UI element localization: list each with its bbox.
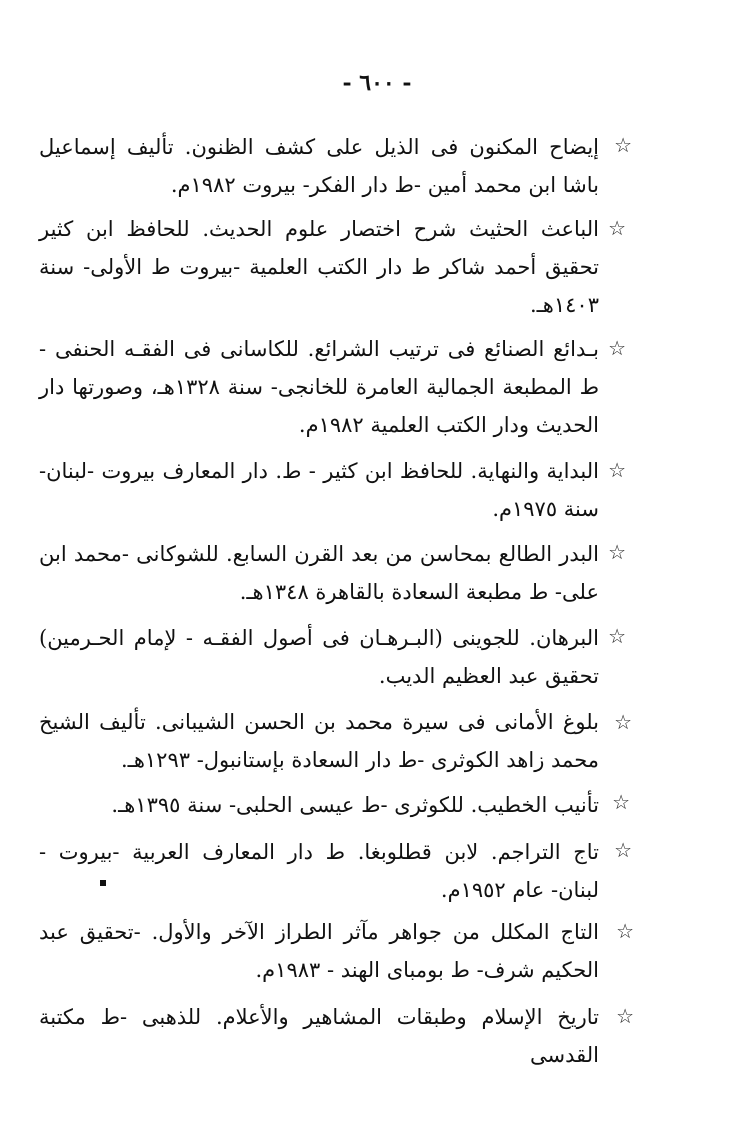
bibliography-entry: البداية والنهاية. للحافظ ابن كثير - ط. دار المعارف بيروت -لبنان- سنة ١٩٧٥م. xyxy=(39,459,599,521)
star-bullet-icon: ☆ xyxy=(614,133,632,157)
bibliography-entry: بلوغ الأمانى فى سيرة محمد بن الحسن الشيبانى. تأليف الشيخ محمد زاهد الكوثرى -ط دار السعادة بإستانبول- ١٢٩٣هـ. xyxy=(39,710,599,772)
bibliography-entry: البرهان. للجوينى (البـرهـان فى أصول الفقـه - لإمام الحـرمين) تحقيق عبد العظيم الديب. xyxy=(39,626,599,688)
page-number: - ٦٠٠ - xyxy=(342,70,412,96)
star-bullet-icon: ☆ xyxy=(608,540,626,564)
star-bullet-icon: ☆ xyxy=(616,1004,634,1028)
bibliography-entry: بـدائع الصنائع فى ترتيب الشرائع. للكاسانى فى الفقـه الحنفى - ط المطبعة الجمالية العامرة للخانجى- سنة ١٣٢٨هـ، وصورتها دار الحديث ودار الكتب العلمية ١٩٨٢م. xyxy=(39,337,599,437)
star-bullet-icon: ☆ xyxy=(608,216,626,240)
star-bullet-icon: ☆ xyxy=(608,624,626,648)
ink-speck xyxy=(100,880,106,886)
bibliography-entry: التاج المكلل من جواهر مآثر الطراز الآخر والأول. -تحقيق عبد الحكيم شرف- ط بومباى الهند - ١٩٨٣م. xyxy=(39,920,599,982)
star-bullet-icon: ☆ xyxy=(608,458,626,482)
bibliography-entry: تاريخ الإسلام وطبقات المشاهير والأعلام. للذهبى -ط مكتبة القدسى xyxy=(39,1005,599,1067)
star-bullet-icon: ☆ xyxy=(608,336,626,360)
bibliography-entry: تأنيب الخطيب. للكوثرى -ط عيسى الحلبى- سنة ١٣٩٥هـ. xyxy=(111,793,599,817)
bibliography-entry: الباعث الحثيث شرح اختصار علوم الحديث. للحافظ ابن كثير تحقيق أحمد شاكر ط دار الكتب العلمية -بيروت ط الأولى- سنة ١٤٠٣هـ. xyxy=(39,217,599,317)
star-bullet-icon: ☆ xyxy=(612,790,630,814)
star-bullet-icon: ☆ xyxy=(614,710,632,734)
star-bullet-icon: ☆ xyxy=(616,919,634,943)
bibliography-entry: البدر الطالع بمحاسن من بعد القرن السابع. للشوكانى -محمد ابن على- ط مطبعة السعادة بالقاهرة ١٣٤٨هـ. xyxy=(39,542,599,604)
star-bullet-icon: ☆ xyxy=(614,838,632,862)
bibliography-entry: إيضاح المكنون فى الذيل على كشف الظنون. تأليف إسماعيل باشا ابن محمد أمين -ط دار الفكر- بيروت ١٩٨٢م. xyxy=(39,135,599,197)
bibliography-entry: تاج التراجم. لابن قطلوبغا. ط دار المعارف العربية -بيروت - لبنان- عام ١٩٥٢م. xyxy=(39,840,599,902)
